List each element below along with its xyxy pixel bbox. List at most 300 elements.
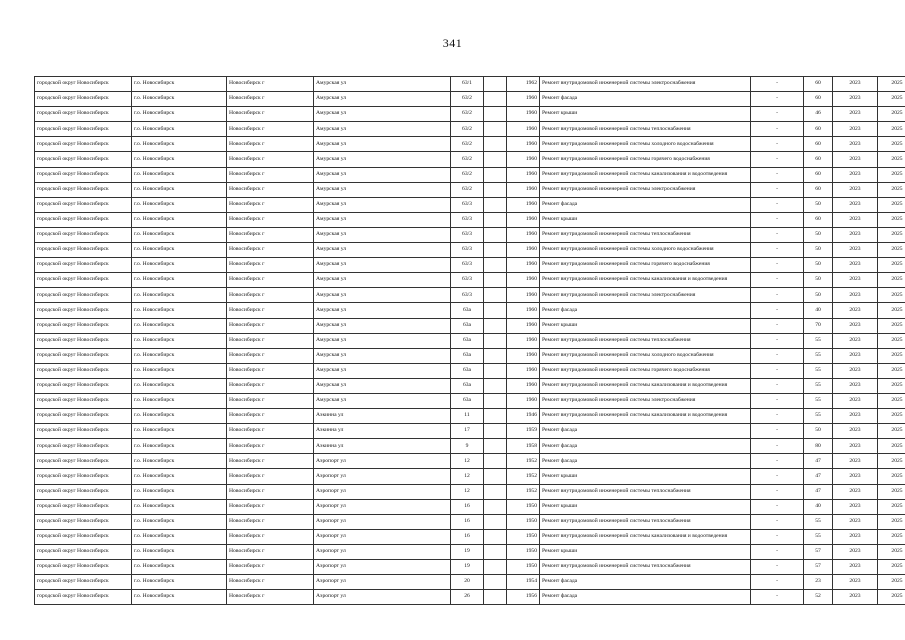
cell-wear-percent: 80 xyxy=(804,439,833,454)
cell-building xyxy=(484,318,507,333)
cell-city-okrug: г.о. Новосибирск xyxy=(132,77,227,92)
cell-year-start: 2023 xyxy=(833,77,878,92)
cell-city-okrug: г.о. Новосибирск xyxy=(132,333,227,348)
cell-house-number: 12 xyxy=(451,484,484,499)
cell-work-type: Ремонт внутридомовой инженерной системы теплоснабжения xyxy=(540,227,751,242)
cell-year-start: 2023 xyxy=(833,122,878,137)
cell-year-start: 2023 xyxy=(833,227,878,242)
cell-year-start: 2023 xyxy=(833,363,878,378)
cell-city-okrug: г.о. Новосибирск xyxy=(132,273,227,288)
cell-settlement: Новосибирск г xyxy=(227,212,314,227)
cell-building xyxy=(484,544,507,559)
cell-street: Амурская ул xyxy=(314,92,451,107)
cell-city-okrug: г.о. Новосибирск xyxy=(132,544,227,559)
cell-city-okrug: г.о. Новосибирск xyxy=(132,590,227,605)
cell-construction-year: 1960 xyxy=(507,348,540,363)
table-row xyxy=(35,77,905,92)
cell-work-type: Ремонт фасада xyxy=(540,590,751,605)
cell-year-start: 2023 xyxy=(833,454,878,469)
cell-year-end: 2025 xyxy=(878,560,905,575)
cell-wear-percent: 60 xyxy=(804,77,833,92)
cell-house-number: 16 xyxy=(451,529,484,544)
cell-wear-percent: 60 xyxy=(804,122,833,137)
cell-settlement: Новосибирск г xyxy=(227,258,314,273)
cell-construction-year: 1952 xyxy=(507,454,540,469)
cell-city-okrug: г.о. Новосибирск xyxy=(132,454,227,469)
cell-year-start: 2023 xyxy=(833,590,878,605)
cell-dash: - xyxy=(751,77,804,92)
cell-city-okrug: г.о. Новосибирск xyxy=(132,152,227,167)
cell-district: городской округ Новосибирск xyxy=(35,167,132,182)
table-row xyxy=(35,318,905,333)
cell-settlement: Новосибирск г xyxy=(227,529,314,544)
cell-year-start: 2023 xyxy=(833,439,878,454)
cell-house-number: 9 xyxy=(451,439,484,454)
cell-street: Амурская ул xyxy=(314,333,451,348)
cell-house-number: 20 xyxy=(451,575,484,590)
cell-work-type: Ремонт внутридомовой инженерной системы горячего водоснабжения xyxy=(540,363,751,378)
cell-year-end: 2025 xyxy=(878,544,905,559)
cell-city-okrug: г.о. Новосибирск xyxy=(132,122,227,137)
cell-work-type: Ремонт внутридомовой инженерной системы электроснабжения xyxy=(540,288,751,303)
cell-wear-percent: 50 xyxy=(804,227,833,242)
cell-building xyxy=(484,393,507,408)
cell-settlement: Новосибирск г xyxy=(227,273,314,288)
table-row xyxy=(35,348,905,363)
cell-wear-percent: 50 xyxy=(804,424,833,439)
cell-street: Амурская ул xyxy=(314,227,451,242)
cell-wear-percent: 55 xyxy=(804,363,833,378)
cell-district: городской округ Новосибирск xyxy=(35,590,132,605)
cell-city-okrug: г.о. Новосибирск xyxy=(132,303,227,318)
cell-settlement: Новосибирск г xyxy=(227,409,314,424)
cell-building xyxy=(484,137,507,152)
cell-construction-year: 1960 xyxy=(507,258,540,273)
cell-house-number: 19 xyxy=(451,560,484,575)
cell-building xyxy=(484,212,507,227)
cell-work-type: Ремонт внутридомовой инженерной системы электроснабжения xyxy=(540,77,751,92)
cell-district: городской округ Новосибирск xyxy=(35,152,132,167)
cell-city-okrug: г.о. Новосибирск xyxy=(132,92,227,107)
cell-work-type: Ремонт внутридомовой инженерной системы теплоснабжения xyxy=(540,122,751,137)
cell-year-end: 2025 xyxy=(878,227,905,242)
cell-settlement: Новосибирск г xyxy=(227,243,314,258)
cell-work-type: Ремонт внутридомовой инженерной системы холодного водоснабжения xyxy=(540,137,751,152)
cell-settlement: Новосибирск г xyxy=(227,560,314,575)
cell-city-okrug: г.о. Новосибирск xyxy=(132,318,227,333)
cell-settlement: Новосибирск г xyxy=(227,378,314,393)
cell-wear-percent: 47 xyxy=(804,454,833,469)
table-row xyxy=(35,167,905,182)
cell-city-okrug: г.о. Новосибирск xyxy=(132,378,227,393)
cell-street: Амурская ул xyxy=(314,273,451,288)
cell-house-number: 11 xyxy=(451,409,484,424)
cell-district: городской округ Новосибирск xyxy=(35,273,132,288)
cell-street: Амурская ул xyxy=(314,197,451,212)
cell-year-end: 2025 xyxy=(878,137,905,152)
cell-work-type: Ремонт внутридомовой инженерной системы электроснабжения xyxy=(540,393,751,408)
cell-district: городской округ Новосибирск xyxy=(35,499,132,514)
cell-house-number: 63а xyxy=(451,303,484,318)
cell-district: городской округ Новосибирск xyxy=(35,348,132,363)
cell-work-type: Ремонт крыши xyxy=(540,469,751,484)
cell-city-okrug: г.о. Новосибирск xyxy=(132,439,227,454)
cell-construction-year: 1960 xyxy=(507,152,540,167)
cell-building xyxy=(484,560,507,575)
cell-building xyxy=(484,303,507,318)
table-row xyxy=(35,333,905,348)
cell-wear-percent: 46 xyxy=(804,107,833,122)
cell-building xyxy=(484,590,507,605)
cell-year-start: 2023 xyxy=(833,212,878,227)
cell-year-start: 2023 xyxy=(833,575,878,590)
cell-district: городской округ Новосибирск xyxy=(35,363,132,378)
cell-construction-year: 1950 xyxy=(507,514,540,529)
cell-dash: - xyxy=(751,469,804,484)
cell-construction-year: 1958 xyxy=(507,439,540,454)
cell-year-end: 2025 xyxy=(878,197,905,212)
cell-district: городской округ Новосибирск xyxy=(35,92,132,107)
cell-wear-percent: 50 xyxy=(804,273,833,288)
cell-settlement: Новосибирск г xyxy=(227,107,314,122)
cell-house-number: 63/3 xyxy=(451,258,484,273)
cell-building xyxy=(484,469,507,484)
cell-settlement: Новосибирск г xyxy=(227,544,314,559)
cell-house-number: 19 xyxy=(451,544,484,559)
cell-city-okrug: г.о. Новосибирск xyxy=(132,560,227,575)
cell-settlement: Новосибирск г xyxy=(227,137,314,152)
cell-wear-percent: 50 xyxy=(804,197,833,212)
cell-dash: - xyxy=(751,212,804,227)
cell-work-type: Ремонт фасада xyxy=(540,454,751,469)
cell-year-start: 2023 xyxy=(833,273,878,288)
cell-district: городской округ Новосибирск xyxy=(35,107,132,122)
cell-settlement: Новосибирск г xyxy=(227,454,314,469)
cell-year-end: 2025 xyxy=(878,514,905,529)
table-row xyxy=(35,409,905,424)
cell-dash: - xyxy=(751,107,804,122)
cell-city-okrug: г.о. Новосибирск xyxy=(132,363,227,378)
cell-dash: - xyxy=(751,424,804,439)
cell-settlement: Новосибирск г xyxy=(227,439,314,454)
cell-building xyxy=(484,107,507,122)
cell-work-type: Ремонт фасада xyxy=(540,439,751,454)
cell-wear-percent: 60 xyxy=(804,182,833,197)
cell-settlement: Новосибирск г xyxy=(227,348,314,363)
cell-house-number: 16 xyxy=(451,499,484,514)
cell-street: Амурская ул xyxy=(314,363,451,378)
table-row xyxy=(35,273,905,288)
table-row xyxy=(35,363,905,378)
cell-house-number: 63а xyxy=(451,378,484,393)
cell-street: Аэкинна ул xyxy=(314,424,451,439)
cell-work-type: Ремонт крыши xyxy=(540,499,751,514)
cell-wear-percent: 40 xyxy=(804,303,833,318)
cell-construction-year: 1950 xyxy=(507,544,540,559)
cell-construction-year: 1960 xyxy=(507,303,540,318)
cell-building xyxy=(484,514,507,529)
cell-year-end: 2025 xyxy=(878,484,905,499)
cell-construction-year: 1960 xyxy=(507,363,540,378)
cell-year-end: 2025 xyxy=(878,258,905,273)
cell-work-type: Ремонт внутридомовой инженерной системы холодного водоснабжения xyxy=(540,243,751,258)
cell-settlement: Новосибирск г xyxy=(227,152,314,167)
cell-city-okrug: г.о. Новосибирск xyxy=(132,499,227,514)
cell-building xyxy=(484,288,507,303)
cell-dash: - xyxy=(751,363,804,378)
cell-building xyxy=(484,273,507,288)
cell-house-number: 63/1 xyxy=(451,77,484,92)
cell-building xyxy=(484,197,507,212)
cell-year-end: 2025 xyxy=(878,92,905,107)
cell-dash: - xyxy=(751,439,804,454)
cell-year-start: 2023 xyxy=(833,197,878,212)
cell-building xyxy=(484,363,507,378)
cell-street: Амурская ул xyxy=(314,288,451,303)
cell-wear-percent: 47 xyxy=(804,469,833,484)
cell-year-end: 2025 xyxy=(878,152,905,167)
cell-construction-year: 1960 xyxy=(507,122,540,137)
cell-dash: - xyxy=(751,575,804,590)
cell-house-number: 26 xyxy=(451,590,484,605)
cell-settlement: Новосибирск г xyxy=(227,424,314,439)
cell-building xyxy=(484,227,507,242)
cell-house-number: 16 xyxy=(451,514,484,529)
table-row xyxy=(35,107,905,122)
cell-work-type: Ремонт крыши xyxy=(540,544,751,559)
cell-year-end: 2025 xyxy=(878,122,905,137)
cell-building xyxy=(484,152,507,167)
cell-dash: - xyxy=(751,544,804,559)
cell-house-number: 63а xyxy=(451,333,484,348)
cell-settlement: Новосибирск г xyxy=(227,303,314,318)
cell-wear-percent: 55 xyxy=(804,378,833,393)
cell-street: Аэропорт ул xyxy=(314,469,451,484)
cell-work-type: Ремонт внутридомовой инженерной системы теплоснабжения xyxy=(540,560,751,575)
cell-year-end: 2025 xyxy=(878,469,905,484)
cell-wear-percent: 50 xyxy=(804,288,833,303)
cell-city-okrug: г.о. Новосибирск xyxy=(132,182,227,197)
cell-building xyxy=(484,378,507,393)
cell-year-start: 2023 xyxy=(833,469,878,484)
cell-year-end: 2025 xyxy=(878,303,905,318)
cell-year-end: 2025 xyxy=(878,393,905,408)
cell-settlement: Новосибирск г xyxy=(227,92,314,107)
cell-district: городской округ Новосибирск xyxy=(35,409,132,424)
cell-work-type: Ремонт внутридомовой инженерной системы теплоснабжения xyxy=(540,333,751,348)
cell-street: Амурская ул xyxy=(314,107,451,122)
cell-construction-year: 1954 xyxy=(507,575,540,590)
cell-house-number: 63/2 xyxy=(451,92,484,107)
cell-wear-percent: 55 xyxy=(804,409,833,424)
cell-work-type: Ремонт фасада xyxy=(540,424,751,439)
cell-dash: - xyxy=(751,499,804,514)
cell-work-type: Ремонт фасада xyxy=(540,303,751,318)
cell-city-okrug: г.о. Новосибирск xyxy=(132,529,227,544)
cell-wear-percent: 52 xyxy=(804,590,833,605)
cell-construction-year: 1950 xyxy=(507,499,540,514)
cell-settlement: Новосибирск г xyxy=(227,333,314,348)
table-row xyxy=(35,303,905,318)
cell-house-number: 17 xyxy=(451,424,484,439)
cell-city-okrug: г.о. Новосибирск xyxy=(132,288,227,303)
cell-year-end: 2025 xyxy=(878,499,905,514)
table-row xyxy=(35,514,905,529)
cell-street: Амурская ул xyxy=(314,122,451,137)
cell-street: Амурская ул xyxy=(314,152,451,167)
cell-district: городской округ Новосибирск xyxy=(35,258,132,273)
cell-year-end: 2025 xyxy=(878,273,905,288)
cell-street: Аэкинна ул xyxy=(314,409,451,424)
cell-year-start: 2023 xyxy=(833,529,878,544)
cell-wear-percent: 50 xyxy=(804,258,833,273)
cell-settlement: Новосибирск г xyxy=(227,363,314,378)
cell-house-number: 63а xyxy=(451,318,484,333)
cell-year-start: 2023 xyxy=(833,544,878,559)
table-row xyxy=(35,243,905,258)
table-row xyxy=(35,288,905,303)
cell-year-end: 2025 xyxy=(878,409,905,424)
cell-street: Аэропорт ул xyxy=(314,560,451,575)
cell-city-okrug: г.о. Новосибирск xyxy=(132,243,227,258)
cell-work-type: Ремонт внутридомовой инженерной системы канализования и водоотведения xyxy=(540,273,751,288)
cell-city-okrug: г.о. Новосибирск xyxy=(132,258,227,273)
cell-district: городской округ Новосибирск xyxy=(35,243,132,258)
cell-dash: - xyxy=(751,318,804,333)
cell-street: Аэропорт ул xyxy=(314,529,451,544)
cell-dash: - xyxy=(751,152,804,167)
cell-construction-year: 1950 xyxy=(507,529,540,544)
cell-year-start: 2023 xyxy=(833,484,878,499)
cell-construction-year: 1946 xyxy=(507,409,540,424)
cell-work-type: Ремонт фасада xyxy=(540,197,751,212)
cell-building xyxy=(484,439,507,454)
cell-building xyxy=(484,182,507,197)
cell-settlement: Новосибирск г xyxy=(227,484,314,499)
cell-year-start: 2023 xyxy=(833,303,878,318)
cell-city-okrug: г.о. Новосибирск xyxy=(132,348,227,363)
cell-wear-percent: 47 xyxy=(804,484,833,499)
cell-settlement: Новосибирск г xyxy=(227,77,314,92)
cell-work-type: Ремонт фасада xyxy=(540,575,751,590)
cell-house-number: 63/2 xyxy=(451,122,484,137)
cell-year-end: 2025 xyxy=(878,590,905,605)
cell-wear-percent: 60 xyxy=(804,212,833,227)
cell-district: городской округ Новосибирск xyxy=(35,393,132,408)
table-row xyxy=(35,92,905,107)
cell-year-start: 2023 xyxy=(833,137,878,152)
cell-wear-percent: 60 xyxy=(804,92,833,107)
cell-district: городской округ Новосибирск xyxy=(35,288,132,303)
cell-settlement: Новосибирск г xyxy=(227,575,314,590)
cell-city-okrug: г.о. Новосибирск xyxy=(132,107,227,122)
cell-dash: - xyxy=(751,303,804,318)
page-number: 341 xyxy=(442,36,463,50)
cell-dash: - xyxy=(751,167,804,182)
cell-building xyxy=(484,122,507,137)
cell-street: Аэропорт ул xyxy=(314,544,451,559)
cell-work-type: Ремонт внутридомовой инженерной системы канализования и водоотведения xyxy=(540,529,751,544)
cell-building xyxy=(484,424,507,439)
cell-construction-year: 1950 xyxy=(507,560,540,575)
cell-building xyxy=(484,167,507,182)
cell-house-number: 63/3 xyxy=(451,197,484,212)
cell-settlement: Новосибирск г xyxy=(227,514,314,529)
cell-dash: - xyxy=(751,288,804,303)
cell-street: Амурская ул xyxy=(314,258,451,273)
cell-year-end: 2025 xyxy=(878,378,905,393)
cell-house-number: 63/3 xyxy=(451,273,484,288)
cell-settlement: Новосибирск г xyxy=(227,122,314,137)
cell-wear-percent: 57 xyxy=(804,560,833,575)
cell-construction-year: 1960 xyxy=(507,243,540,258)
cell-city-okrug: г.о. Новосибирск xyxy=(132,484,227,499)
cell-house-number: 63а xyxy=(451,363,484,378)
cell-construction-year: 1962 xyxy=(507,77,540,92)
cell-construction-year: 1959 xyxy=(507,424,540,439)
cell-wear-percent: 60 xyxy=(804,167,833,182)
cell-city-okrug: г.о. Новосибирск xyxy=(132,409,227,424)
cell-district: городской округ Новосибирск xyxy=(35,454,132,469)
cell-district: городской округ Новосибирск xyxy=(35,77,132,92)
cell-year-start: 2023 xyxy=(833,167,878,182)
cell-wear-percent: 23 xyxy=(804,575,833,590)
cell-district: городской округ Новосибирск xyxy=(35,469,132,484)
cell-house-number: 63/3 xyxy=(451,243,484,258)
cell-district: городской округ Новосибирск xyxy=(35,137,132,152)
cell-year-start: 2023 xyxy=(833,409,878,424)
cell-district: городской округ Новосибирск xyxy=(35,529,132,544)
cell-construction-year: 1960 xyxy=(507,182,540,197)
cell-dash: - xyxy=(751,197,804,212)
cell-wear-percent: 55 xyxy=(804,348,833,363)
cell-settlement: Новосибирск г xyxy=(227,469,314,484)
cell-work-type: Ремонт крыши xyxy=(540,318,751,333)
cell-year-start: 2023 xyxy=(833,424,878,439)
table-row xyxy=(35,424,905,439)
cell-wear-percent: 55 xyxy=(804,514,833,529)
cell-district: городской округ Новосибирск xyxy=(35,514,132,529)
cell-construction-year: 1960 xyxy=(507,212,540,227)
cell-house-number: 63а xyxy=(451,348,484,363)
cell-settlement: Новосибирск г xyxy=(227,182,314,197)
cell-house-number: 63/3 xyxy=(451,288,484,303)
cell-building xyxy=(484,348,507,363)
cell-dash: - xyxy=(751,333,804,348)
cell-street: Аэропорт ул xyxy=(314,499,451,514)
cell-street: Амурская ул xyxy=(314,378,451,393)
cell-district: городской округ Новосибирск xyxy=(35,318,132,333)
cell-year-start: 2023 xyxy=(833,393,878,408)
cell-wear-percent: 40 xyxy=(804,499,833,514)
cell-building xyxy=(484,77,507,92)
cell-construction-year: 1960 xyxy=(507,318,540,333)
cell-work-type: Ремонт внутридомовой инженерной системы теплоснабжения xyxy=(540,484,751,499)
cell-settlement: Новосибирск г xyxy=(227,499,314,514)
cell-construction-year: 1952 xyxy=(507,469,540,484)
cell-year-start: 2023 xyxy=(833,514,878,529)
cell-work-type: Ремонт внутридомовой инженерной системы теплоснабжения xyxy=(540,514,751,529)
table-row xyxy=(35,212,905,227)
cell-dash: - xyxy=(751,393,804,408)
cell-building xyxy=(484,454,507,469)
cell-city-okrug: г.о. Новосибирск xyxy=(132,137,227,152)
cell-year-end: 2025 xyxy=(878,212,905,227)
cell-wear-percent: 60 xyxy=(804,152,833,167)
cell-street: Аэропорт ул xyxy=(314,590,451,605)
cell-street: Амурская ул xyxy=(314,318,451,333)
cell-street: Амурская ул xyxy=(314,212,451,227)
